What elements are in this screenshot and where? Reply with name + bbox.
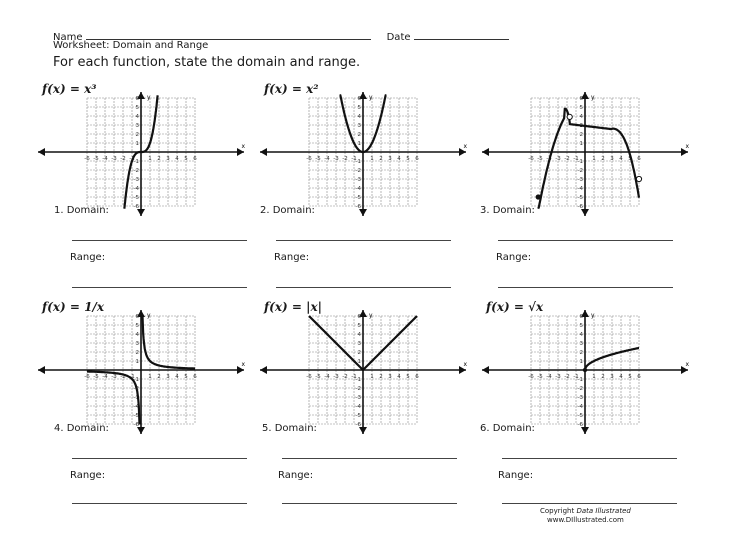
x-tick-label: -4: [324, 374, 330, 380]
x-axis-label: x: [241, 361, 245, 368]
y-tick-label: -5: [133, 195, 139, 201]
copyright-url: www.DIllustrated.com: [547, 516, 624, 524]
x-tick-label: -2: [120, 156, 126, 162]
x-tick-label: 6: [637, 156, 641, 162]
x-axis-label: x: [463, 143, 467, 150]
x-tick-label: 1: [370, 374, 374, 380]
domain-answer-line-1[interactable]: [72, 240, 247, 241]
y-tick-label: -6: [577, 204, 583, 210]
y-tick-label: 2: [357, 350, 361, 356]
range-label-1: Range:: [70, 252, 106, 263]
x-tick-label: 6: [193, 374, 197, 380]
x-tick-label: -3: [333, 374, 339, 380]
x-tick-label: 6: [415, 156, 419, 162]
y-tick-label: 2: [135, 132, 139, 138]
y-tick-label: 1: [357, 359, 361, 365]
x-tick-label: -4: [324, 156, 330, 162]
range-answer-line-6[interactable]: [502, 503, 677, 504]
function-title-5: f(x) = |x|: [264, 300, 322, 314]
x-tick-label: 1: [148, 374, 152, 380]
x-tick-label: 3: [166, 156, 170, 162]
x-axis-label: x: [241, 143, 245, 150]
y-tick-label: 5: [357, 105, 361, 111]
x-axis-arrow-left: [38, 148, 45, 156]
y-tick-label: 2: [357, 132, 361, 138]
x-tick-label: 6: [193, 156, 197, 162]
y-tick-label: -1: [355, 377, 361, 383]
y-tick-label: -5: [577, 195, 583, 201]
y-tick-label: 2: [579, 350, 583, 356]
y-axis-arrow-down: [137, 209, 145, 216]
name-field[interactable]: [86, 30, 371, 40]
x-tick-label: -1: [573, 374, 579, 380]
y-axis-arrow-down: [581, 427, 589, 434]
x-tick-label: -1: [351, 156, 357, 162]
y-tick-label: -6: [577, 422, 583, 428]
x-tick-label: 3: [610, 374, 614, 380]
x-axis-arrow-left: [260, 148, 267, 156]
x-tick-label: -3: [333, 156, 339, 162]
y-tick-label: 5: [135, 323, 139, 329]
x-tick-label: -6: [84, 374, 90, 380]
problem-6: [480, 300, 700, 540]
y-tick-label: 3: [135, 123, 139, 129]
range-answer-line-5[interactable]: [282, 503, 457, 504]
x-tick-label: 2: [157, 374, 161, 380]
x-axis-arrow-left: [38, 366, 45, 374]
y-tick-label: 6: [579, 96, 583, 102]
x-tick-label: -2: [342, 374, 348, 380]
x-tick-label: -3: [111, 374, 117, 380]
x-tick-label: -3: [111, 156, 117, 162]
function-curve: [143, 316, 196, 369]
x-tick-label: 5: [628, 156, 632, 162]
y-tick-label: 4: [357, 332, 361, 338]
copyright-brand: Data Illustrated: [576, 507, 631, 515]
x-tick-label: -4: [546, 156, 552, 162]
instructions: For each function, state the domain and range.: [53, 55, 361, 70]
y-tick-label: -4: [355, 186, 361, 192]
y-tick-label: 3: [357, 123, 361, 129]
y-tick-label: -1: [577, 377, 583, 383]
y-tick-label: -5: [355, 195, 361, 201]
x-tick-label: -2: [564, 374, 570, 380]
function-title-2: f(x) = x²: [264, 82, 319, 96]
y-tick-label: 3: [135, 341, 139, 347]
y-axis-label: y: [591, 312, 595, 319]
y-tick-label: -5: [355, 413, 361, 419]
y-axis-arrow-down: [359, 427, 367, 434]
y-axis-arrow-down: [581, 209, 589, 216]
domain-label-5: [262, 423, 317, 434]
function-title-4: f(x) = 1/x: [42, 300, 104, 314]
x-tick-label: -1: [573, 156, 579, 162]
y-tick-label: -4: [133, 186, 139, 192]
domain-answer-line-6[interactable]: [502, 458, 677, 459]
y-tick-label: 5: [135, 105, 139, 111]
domain-answer-line-4[interactable]: [72, 458, 247, 459]
range-answer-line-1[interactable]: [72, 287, 247, 288]
x-tick-label: -6: [306, 374, 312, 380]
y-tick-label: 2: [135, 350, 139, 356]
worksheet-title: Worksheet: Domain and Range: [53, 40, 209, 51]
y-tick-label: 5: [357, 323, 361, 329]
domain-answer-line-3[interactable]: [498, 240, 673, 241]
y-tick-label: 3: [579, 341, 583, 347]
y-tick-label: -1: [355, 159, 361, 165]
y-tick-label: 5: [579, 105, 583, 111]
function-title-1: f(x) = x³: [42, 82, 97, 96]
x-tick-label: -4: [546, 374, 552, 380]
x-tick-label: 4: [619, 156, 623, 162]
y-tick-label: -2: [355, 386, 361, 392]
domain-label-1: [54, 205, 109, 216]
x-tick-label: 2: [379, 374, 383, 380]
y-tick-label: -2: [355, 168, 361, 174]
y-tick-label: 4: [357, 114, 361, 120]
y-tick-label: -1: [577, 159, 583, 165]
x-tick-label: 6: [415, 374, 419, 380]
domain-answer-line-2[interactable]: [276, 240, 451, 241]
function-title-6: f(x) = √x: [486, 300, 544, 314]
problem-1: [36, 82, 256, 322]
y-axis-label: y: [591, 94, 595, 101]
x-tick-label: 2: [601, 156, 605, 162]
x-tick-label: -2: [120, 374, 126, 380]
closed-endpoint: [583, 368, 587, 372]
x-tick-label: -2: [342, 156, 348, 162]
problem-2: [258, 82, 478, 322]
x-tick-label: 1: [370, 156, 374, 162]
x-tick-label: -5: [315, 156, 321, 162]
problem-number-4: 4.: [54, 423, 64, 434]
y-tick-label: 3: [357, 341, 361, 347]
domain-text-3: Domain:: [492, 205, 535, 216]
range-label-5: Range:: [278, 470, 314, 481]
y-tick-label: -3: [355, 177, 361, 183]
x-tick-label: -2: [564, 156, 570, 162]
y-tick-label: 1: [579, 359, 583, 365]
x-tick-label: 6: [637, 374, 641, 380]
x-tick-label: -1: [129, 374, 135, 380]
x-tick-label: 4: [619, 374, 623, 380]
x-tick-label: 5: [628, 374, 632, 380]
y-tick-label: 5: [579, 323, 583, 329]
y-tick-label: 4: [579, 114, 583, 120]
y-axis-arrow-down: [359, 209, 367, 216]
y-tick-label: 4: [579, 332, 583, 338]
y-tick-label: 4: [135, 114, 139, 120]
y-tick-label: 6: [579, 314, 583, 320]
x-tick-label: -5: [93, 374, 99, 380]
graph-3: [480, 90, 690, 220]
x-axis-arrow-left: [260, 366, 267, 374]
closed-endpoint: [536, 194, 541, 199]
y-tick-label: -4: [577, 186, 583, 192]
y-tick-label: 2: [579, 132, 583, 138]
y-tick-label: 1: [135, 359, 139, 365]
y-tick-label: -5: [577, 413, 583, 419]
x-axis-label: x: [685, 143, 689, 150]
x-tick-label: 3: [388, 374, 392, 380]
x-axis-arrow-left: [482, 148, 489, 156]
problem-number-1: 1.: [54, 205, 64, 216]
domain-answer-line-5[interactable]: [282, 458, 457, 459]
y-tick-label: -6: [133, 204, 139, 210]
x-tick-label: -3: [555, 156, 561, 162]
x-tick-label: -5: [537, 374, 543, 380]
x-tick-label: 5: [184, 156, 188, 162]
y-tick-label: -2: [133, 168, 139, 174]
domain-text-6: Domain:: [492, 423, 535, 434]
y-tick-label: 1: [135, 141, 139, 147]
y-axis-label: y: [369, 94, 373, 101]
x-axis-label: x: [463, 361, 467, 368]
y-tick-label: 4: [135, 332, 139, 338]
domain-label-3: [480, 205, 535, 216]
problem-3: [480, 82, 700, 322]
domain-text-5: Domain:: [274, 423, 317, 434]
copyright: [540, 507, 631, 525]
graph-4: [36, 308, 246, 438]
range-answer-line-3[interactable]: [498, 287, 673, 288]
y-tick-label: -2: [577, 168, 583, 174]
x-tick-label: 4: [397, 156, 401, 162]
x-tick-label: 1: [148, 156, 152, 162]
graph-6: [480, 308, 690, 438]
y-axis-arrow-down: [137, 427, 145, 434]
y-tick-label: -1: [133, 377, 139, 383]
y-tick-label: -3: [355, 395, 361, 401]
graph-2: [258, 90, 468, 220]
x-tick-label: 2: [601, 374, 605, 380]
x-tick-label: 1: [592, 156, 596, 162]
domain-text-2: Domain:: [272, 205, 315, 216]
domain-text-4: Domain:: [66, 423, 109, 434]
x-tick-label: -4: [102, 374, 108, 380]
open-endpoint: [636, 176, 641, 181]
name-label: Name: [53, 32, 83, 43]
open-endpoint: [567, 114, 572, 119]
problem-number-6: 6.: [480, 423, 490, 434]
domain-text-1: Domain:: [66, 205, 109, 216]
y-tick-label: 6: [357, 96, 361, 102]
y-tick-label: 3: [579, 123, 583, 129]
range-label-2: Range:: [274, 252, 310, 263]
x-tick-label: -1: [351, 374, 357, 380]
y-axis-label: y: [147, 312, 151, 319]
problem-number-5: 5.: [262, 423, 272, 434]
x-tick-label: -6: [84, 156, 90, 162]
problem-5: [258, 300, 478, 540]
x-tick-label: 2: [157, 156, 161, 162]
y-axis-label: y: [147, 94, 151, 101]
y-tick-label: -2: [133, 386, 139, 392]
y-tick-label: 6: [135, 314, 139, 320]
y-tick-label: -3: [133, 395, 139, 401]
x-tick-label: -5: [315, 374, 321, 380]
range-label-4: Range:: [70, 470, 106, 481]
copyright-line: [540, 507, 631, 516]
y-tick-label: 1: [357, 141, 361, 147]
y-tick-label: -4: [577, 404, 583, 410]
domain-label-4: [54, 423, 109, 434]
date-label: Date: [386, 32, 411, 43]
problem-number-3: 3.: [480, 205, 490, 216]
y-tick-label: -5: [133, 413, 139, 419]
range-answer-line-2[interactable]: [276, 287, 451, 288]
x-tick-label: 5: [406, 156, 410, 162]
y-tick-label: -2: [577, 386, 583, 392]
function-curve: [538, 109, 639, 209]
y-tick-label: -3: [577, 177, 583, 183]
y-tick-label: -6: [355, 204, 361, 210]
graph-5: [258, 308, 468, 438]
y-tick-label: -6: [355, 422, 361, 428]
date-field[interactable]: [414, 30, 509, 40]
x-tick-label: 4: [175, 156, 179, 162]
x-axis-arrow-left: [482, 366, 489, 374]
x-tick-label: 1: [592, 374, 596, 380]
graph-1: [36, 90, 246, 220]
y-tick-label: -1: [133, 159, 139, 165]
domain-label-6: [480, 423, 535, 434]
x-tick-label: 2: [379, 156, 383, 162]
x-tick-label: -6: [528, 374, 534, 380]
y-tick-label: 1: [579, 141, 583, 147]
x-tick-label: -6: [306, 156, 312, 162]
range-label-6: Range:: [498, 470, 534, 481]
x-tick-label: -5: [537, 156, 543, 162]
x-tick-label: 5: [184, 374, 188, 380]
x-tick-label: 3: [610, 156, 614, 162]
y-tick-label: -3: [577, 395, 583, 401]
x-tick-label: -3: [555, 374, 561, 380]
x-tick-label: -1: [129, 156, 135, 162]
x-tick-label: 4: [397, 374, 401, 380]
x-tick-label: 3: [388, 156, 392, 162]
x-tick-label: -4: [102, 156, 108, 162]
y-tick-label: -4: [133, 404, 139, 410]
domain-label-2: [260, 205, 315, 216]
y-tick-label: -3: [133, 177, 139, 183]
range-answer-line-4[interactable]: [72, 503, 247, 504]
x-tick-label: -5: [93, 156, 99, 162]
copyright-prefix: Copyright: [540, 507, 575, 515]
x-axis-label: x: [685, 361, 689, 368]
problem-4: [36, 300, 256, 540]
x-tick-label: 5: [406, 374, 410, 380]
x-tick-label: 4: [175, 374, 179, 380]
y-tick-label: -4: [355, 404, 361, 410]
x-tick-label: 3: [166, 374, 170, 380]
y-tick-label: 6: [135, 96, 139, 102]
y-tick-label: -6: [133, 422, 139, 428]
y-axis-label: y: [369, 312, 373, 319]
x-tick-label: -6: [528, 156, 534, 162]
range-label-3: Range:: [496, 252, 532, 263]
y-tick-label: 6: [357, 314, 361, 320]
problem-number-2: 2.: [260, 205, 270, 216]
